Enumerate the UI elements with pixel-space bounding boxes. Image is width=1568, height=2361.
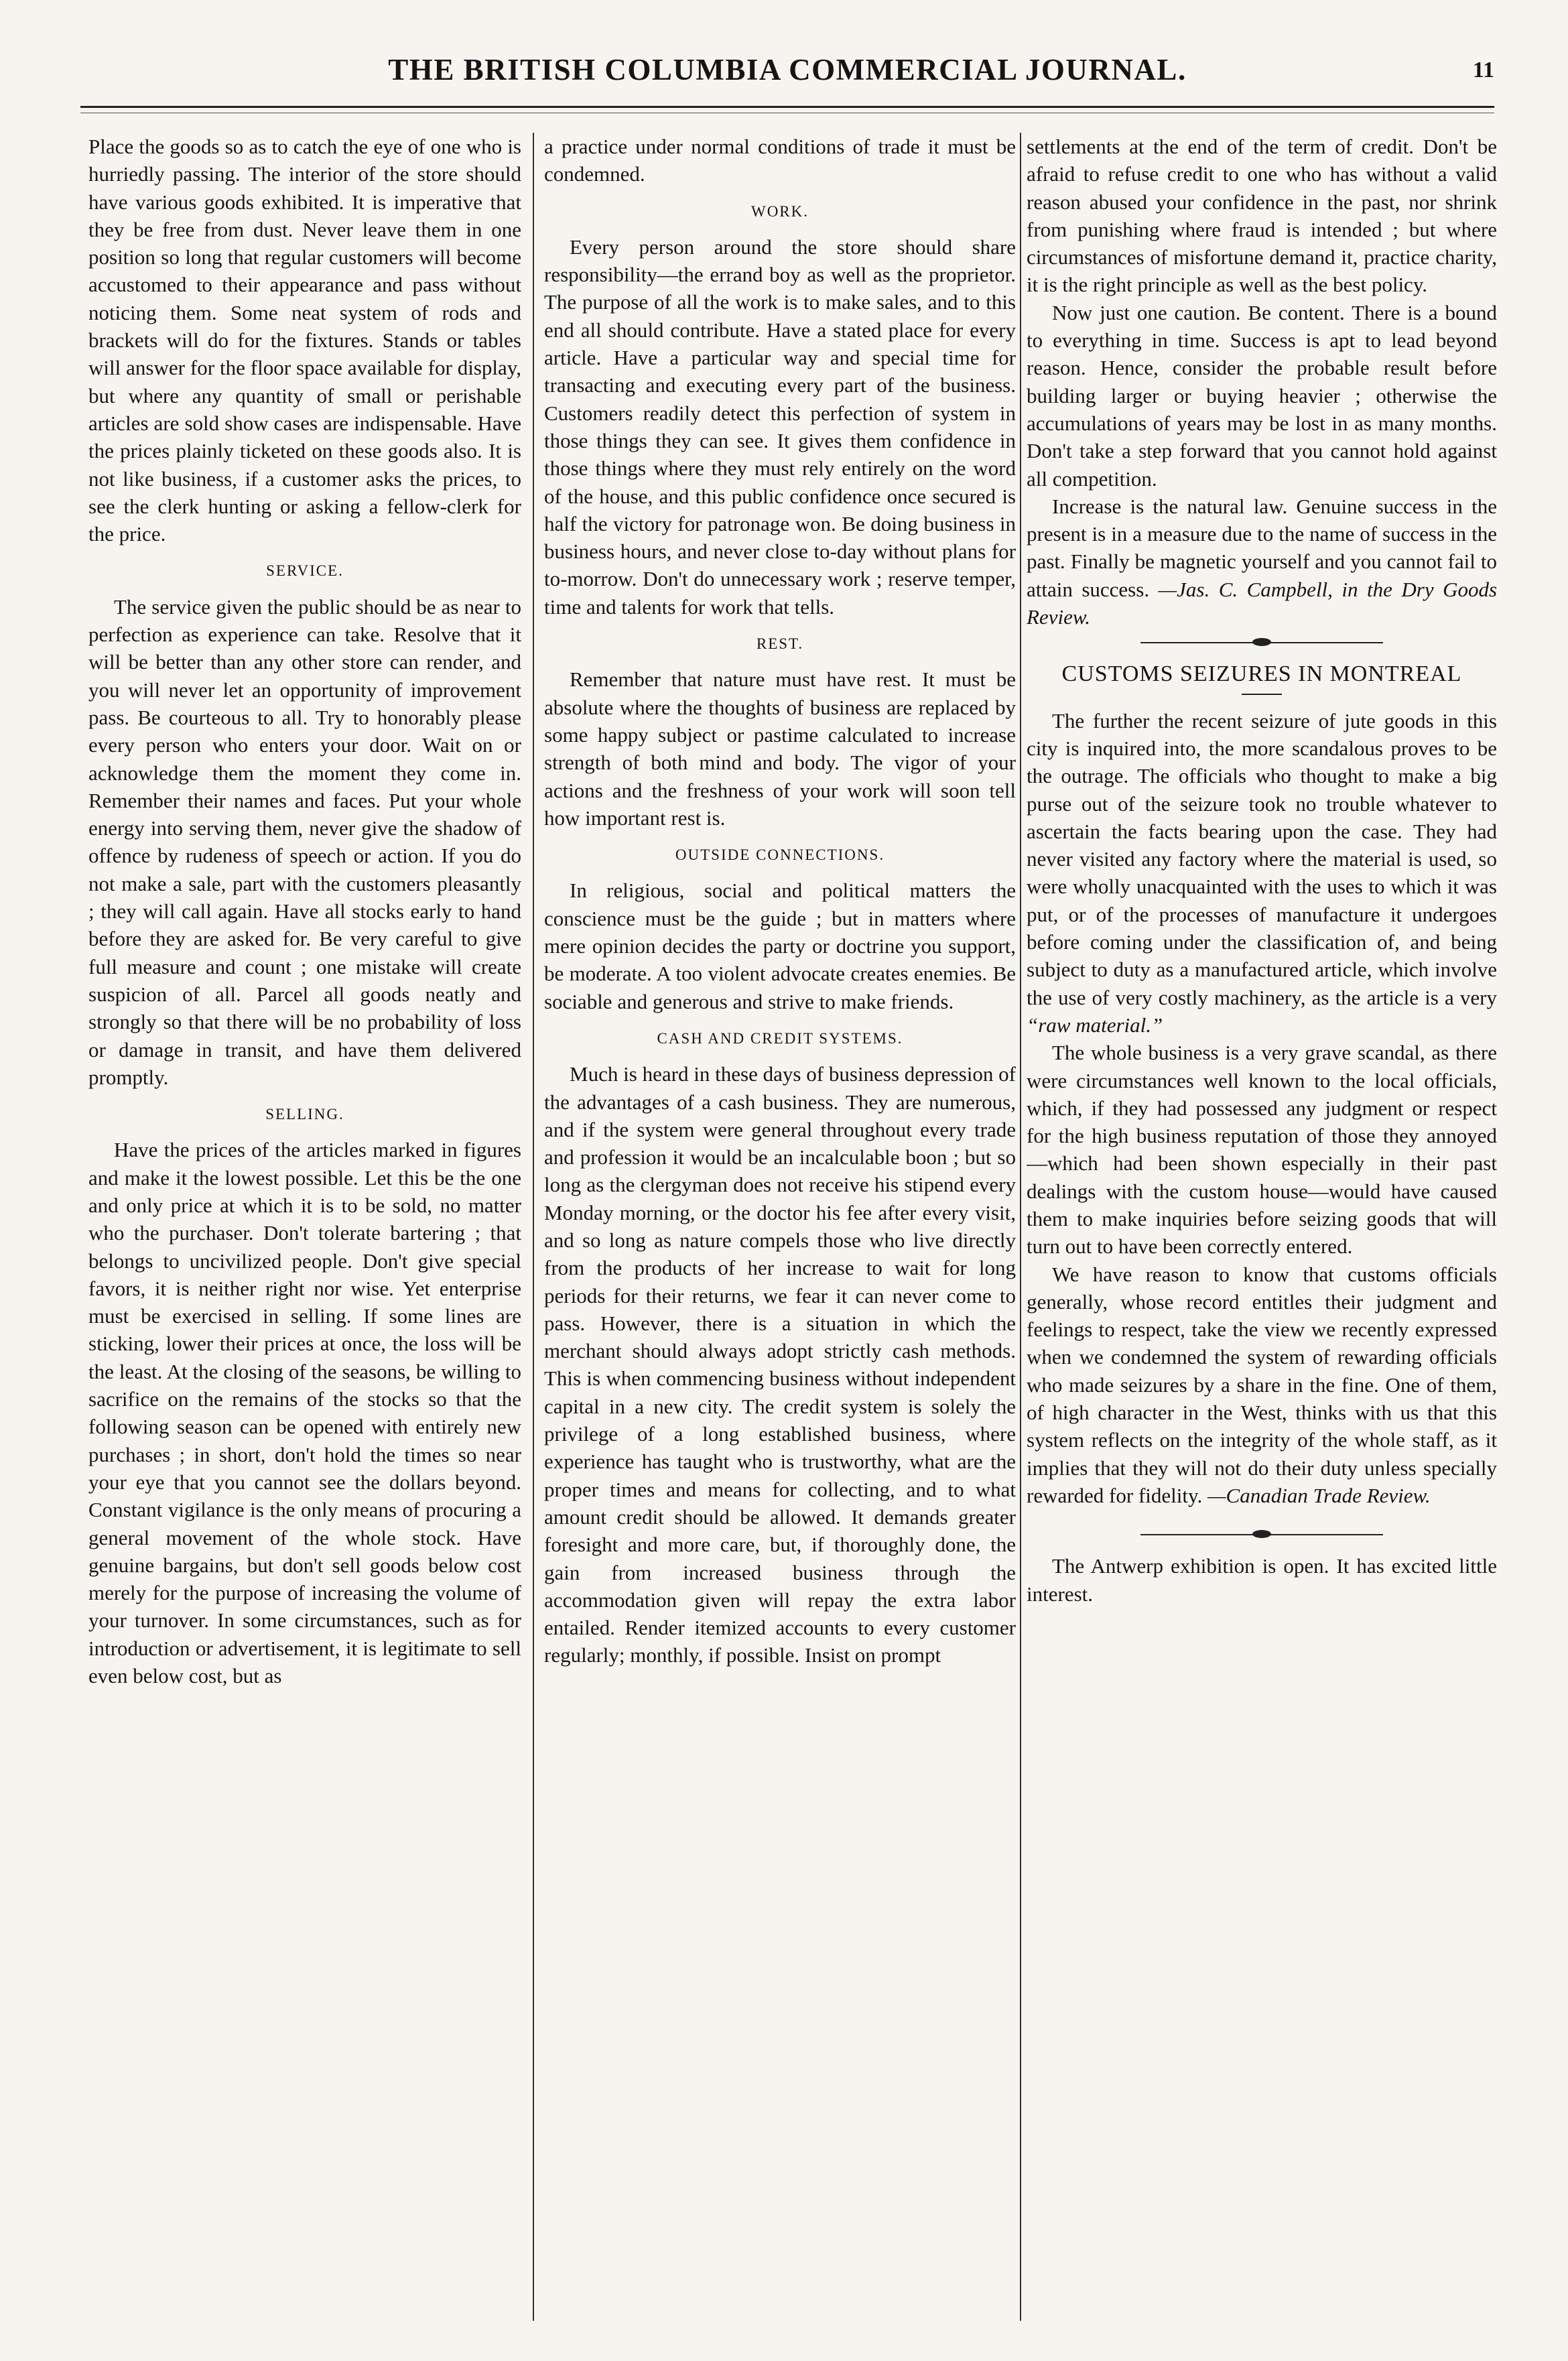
page-number: 11 <box>1472 58 1494 82</box>
attribution: —Canadian Trade Review. <box>1207 1483 1431 1507</box>
header-rule <box>80 106 1494 108</box>
column-3 <box>1027 133 1497 2317</box>
paragraph-rest: Remember that nature must have rest. It must be absolute where the thoughts of business are replaced by some happy subject or pastime calculated to increase strength of both mind and body. The vigor of your actions and the freshness of your work will soon tell how important rest is. <box>544 667 1016 830</box>
section-heading-outside: OUTSIDE CONNECTIONS. <box>675 846 885 864</box>
page-header <box>67 52 1508 99</box>
paragraph-customs-1-text: The further the recent seizure of jute goods in this city is inquired into, the more scandalous proves to be the outrage. The officials who thought to make a big purse out of the seizure took no trouble whatever to ascertain the facts bearing upon the case. They had never visited any factory where the material is used, so were wholly unacquainted with the uses to which it was put, or of the processes of manufacture it undergoes before coming under the classification of, and being subject to duty as a manufactured article, which involve the use of very costly machinery, as the article is a very <box>1027 708 1497 1009</box>
paragraph-caution: Now just one caution. Be content. There is a bound to everything in time. Success is apt to lead beyond reason. Hence, consider the probable result before building larger or buying heavier ; otherwise the accumulations of years may be lost in as many months. Don't take a step forward that you cannot hold against all competition. <box>1027 300 1497 491</box>
paragraph-continued: a practice under normal conditions of trade it must be condemned. <box>544 135 1016 186</box>
section-ornament <box>1027 1527 1497 1543</box>
paragraph-service: The service given the public should be as near to perfection as experience can take. Resolve that it will be better than any other store can render, and you will never let an opportunity of improvement pass. Be courteous to all. Try to honorably please every person who enters your door. Wait on or acknowledge them the moment they come in. Remember their names and faces. Put your whole energy into serving them, never give the shadow of offence by rudeness of speech or action. If you do not make a sale, part with the customers pleasantly ; they will call again. Have all stocks early to hand before they are asked for. Be very careful to give full measure and count ; one mistake will create suspicion of all. Parcel all goods neatly and strongly so that there will be no probability of loss or damage in transit, and have them delivered promptly. <box>88 594 521 1089</box>
paragraph-increase <box>1027 493 1497 631</box>
title-rule <box>1242 694 1282 695</box>
paragraph-continued: settlements at the end of the term of credit. Don't be afraid to refuse credit to one who has without a valid reason abused your confidence in the past, nor shrink from punishing where fraud is intended ; but where circumstances of misfortune demand it, practice charity, it is the right principle as well as the best policy. <box>1027 135 1497 297</box>
raw-material-quote: “raw material.” <box>1027 1013 1163 1037</box>
journal-title: THE BRITISH COLUMBIA COMMERCIAL JOURNAL. <box>388 53 1187 86</box>
paragraph-selling: Have the prices of the articles marked in figures and make it the lowest possible. Let this be the one and only price at which it is to be sold, no matter who the purchaser. Don't tolerate bartering ; that belongs to uncivilized people. Don't give special favors, it is neither right nor wise. Yet enterprise must be exercised in selling. If some lines are sticking, lower their prices at once, the loss will be the least. At the closing of the seasons, be willing to sacrifice on the remains of the stocks so that the following season can be opened with entirely new purchases ; in short, don't hold the times so near your eye that you cannot see the dollars beyond. Constant vigilance is the only means of procuring a general movement of the whole stock. Have genuine bargains, but don't sell goods below cost merely for the purpose of increasing the volume of your turnover. In some circumstances, such as for introduction or advertisement, it is legitimate to sell even below cost, but as <box>88 1138 521 1688</box>
paragraph-increase-text: Increase is the natural law. Genuine success in the present is in a measure due to the name of success in the past. Finally be magnetic yourself and you cannot fail to attain success. <box>1027 494 1497 601</box>
column-divider-1 <box>533 133 534 2321</box>
section-heading-service: SERVICE. <box>266 562 344 580</box>
section-ornament <box>1027 635 1497 651</box>
paragraph-customs-3-text: We have reason to know that customs officials generally, whose record entitles their judgment and feelings to respect, take the view we recently expressed when we condemned the system of rewarding officials who made seizures by a share in the fine. One of them, of high character in the West, thinks with us that this system reflects on the integrity of the whole staff, as it implies that they will not do their duty unless specially rewarded for fidelity. <box>1027 1262 1497 1507</box>
section-heading-rest: REST. <box>756 635 804 653</box>
paragraph-customs-2: The whole business is a very grave scandal, as there were circumstances well known to the local officials, which, if they had possessed any judgment or respect for the high business reputation of those they annoyed—which had been shown especially in their past dealings with the custom house—would have caused them to make inquiries before seizing goods that will turn out to have been correctly entered. <box>1027 1041 1497 1259</box>
column-2 <box>544 133 1016 2317</box>
section-heading-selling: SELLING. <box>265 1106 344 1123</box>
article-title: CUSTOMS SEIZURES IN MONTREAL <box>1061 661 1462 687</box>
paragraph-outside: In religious, social and political matters the conscience must be the guide ; but in matters where mere opinion decides the party or doctrine you support, be moderate. A too violent advocate creates enemies. Be sociable and generous and strive to make friends. <box>544 879 1016 1013</box>
section-heading-work: WORK. <box>750 202 809 220</box>
paragraph-customs-1 <box>1027 707 1497 1039</box>
paragraph-cash-credit: Much is heard in these days of business depression of the advantages of a cash business. They are numerous, and if the system were general throughout every trade and profession it would be an incalculable boon ; but so long as the clergyman does not receive his stipend every Monday morning, or the doctor his fee after every visit, and so long as nature compels those who live directly from the products of her increase to wait for long periods for their returns, we fear it can never come to pass. However, there is a situation in which the merchant should always adopt strictly cash methods. This is when commencing business without independent capital in a new city. The credit system is solely the privilege of a long established business, where experience has taught who is trustworthy, what are the proper times and means for collecting, and to what amount credit should be allowed. It demands greater foresight and more care, but, if thoroughly done, the gain from increased business through the accommodation given will repay the extra labor entailed. Render itemized accounts to every customer regularly; monthly, if possible. Insist on prompt <box>544 1062 1016 1667</box>
paragraph-antwerp: The Antwerp exhibition is open. It has excited little interest. <box>1027 1554 1497 1606</box>
attribution: —Jas. C. Campbell, in the Dry Goods Review. <box>1027 577 1497 629</box>
section-heading-cash-credit: CASH AND CREDIT SYSTEMS. <box>657 1029 903 1047</box>
paragraph-work: Every person around the store should share responsibility—the errand boy as well as the proprietor. The purpose of all the work is to make sales, and to this end all should contribute. Have a stated place for every article. Have a particular way and special time for transacting and executing every part of the business. Customers readily detect this perfection of system in those things they can see. It gives them confidence in those things where they must rely entirely on the word of the house, and this public confidence once secured is half the victory for patronage won. Be doing business in business hours, and never close to-day without plans for to-morrow. Don't do unnecessary work ; reserve temper, time and talents for work that tells. <box>544 235 1016 619</box>
paragraph-display: Place the goods so as to catch the eye of one who is hurriedly passing. The interior of the store should have various goods exhibited. It is imperative that they be free from dust. Never leave them in one position so long that regular customers will become accustomed to their appearance and pass without noticing them. Some neat system of rods and brackets will do for the fixtures. Stands or tables will answer for the floor space available for display, but where any quantity of small or perishable articles are sold show cases are indispensable. Have the prices plainly ticketed on these goods also. It is not like business, if a customer asks the prices, to see the clerk hunting or asking a fellow-clerk for the price. <box>88 135 521 546</box>
paragraph-customs-3 <box>1027 1261 1497 1510</box>
column-1 <box>88 133 521 2317</box>
column-divider-2 <box>1020 133 1021 2321</box>
